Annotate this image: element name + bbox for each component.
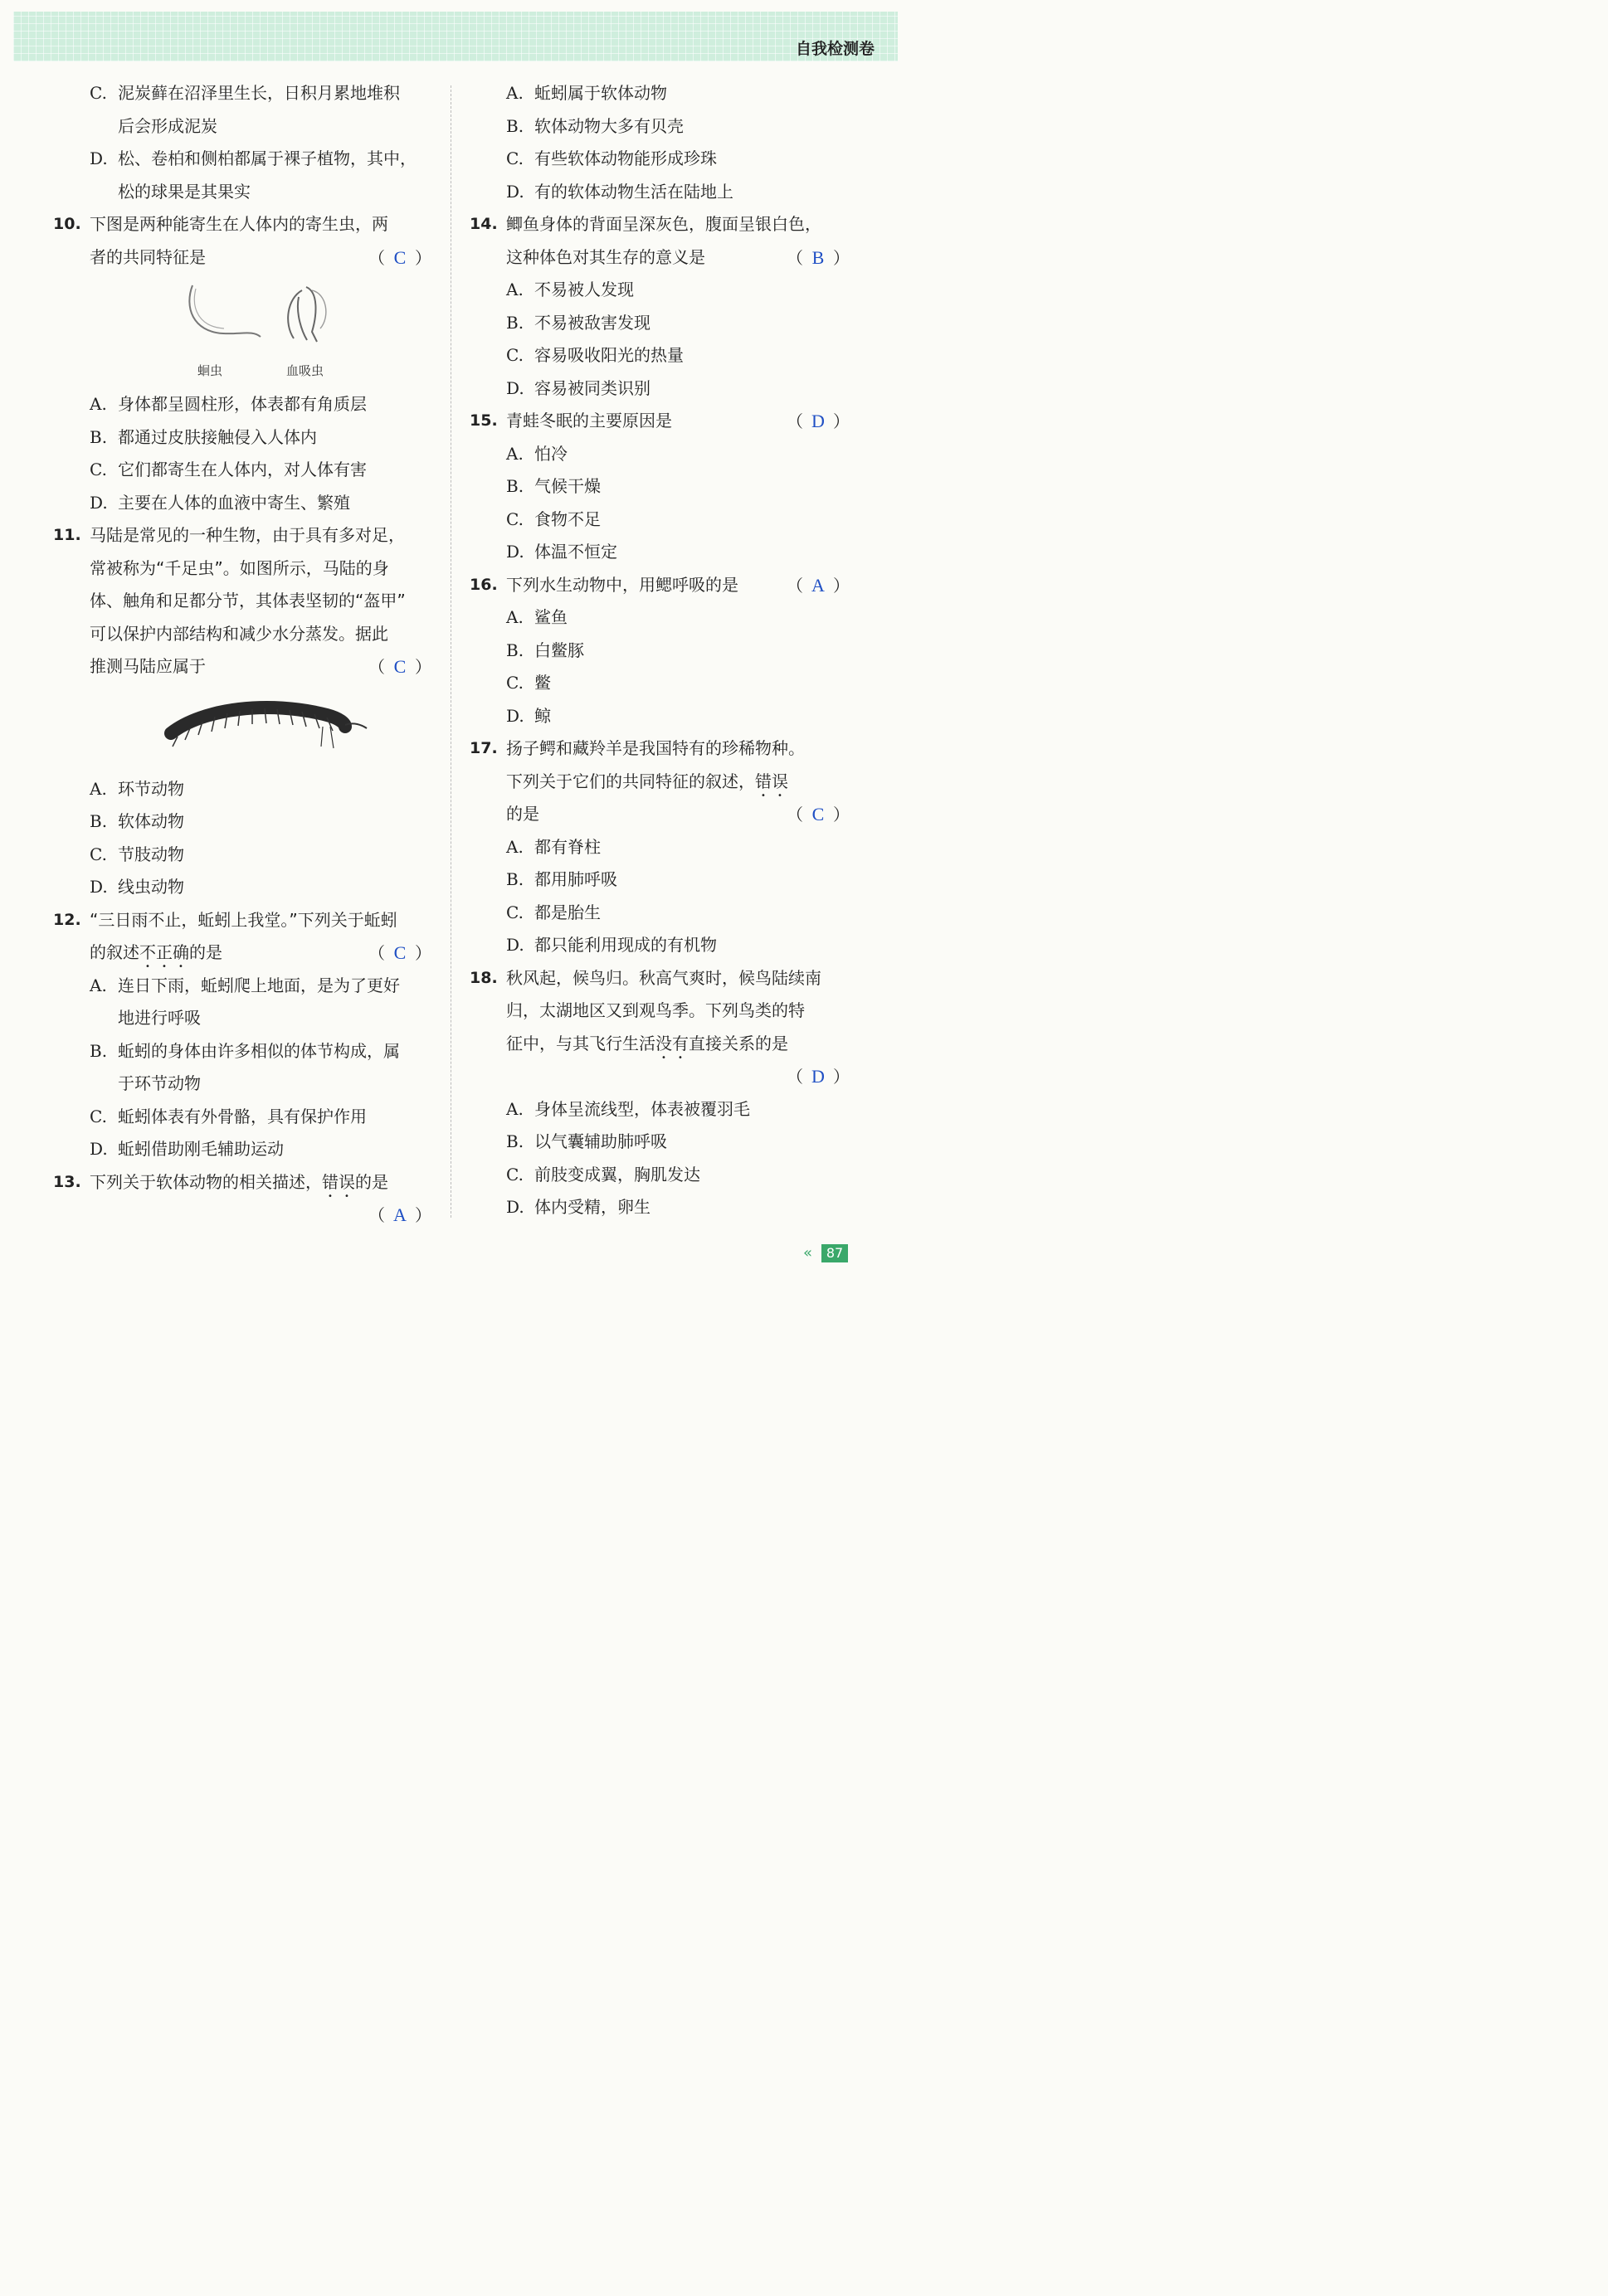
q13-option-c: C. 有些软体动物能形成珍珠 — [506, 148, 717, 168]
q12-stem: 12. “三日雨不止，蚯蚓上我堂。”下列关于蚯蚓 — [53, 909, 397, 930]
q12-stem-cont: 的叙述不正确的是 （ C ） — [53, 936, 435, 970]
q18-stem-cont-2: 征中，与其飞行生活没有直接关系的是 — [506, 1033, 788, 1053]
q15-option-b: B. 气候干燥 — [506, 476, 601, 496]
q17-stem-cont-1: 下列关于它们的共同特征的叙述，错误 — [506, 771, 788, 791]
q12-option-b-cont: 于环节动物 — [118, 1073, 201, 1093]
q18-option-c: C. 前肢变成翼，胸肌发达 — [506, 1164, 700, 1184]
q11-option-b: B. 软体动物 — [90, 811, 184, 831]
page-arrow-icon: « — [803, 1244, 813, 1262]
q11-option-a: A. 环节动物 — [90, 778, 184, 799]
q10-option-a: A. 身体都呈圆柱形，体表都有角质层 — [90, 394, 367, 414]
q12-option-d: D. 蚯蚓借助刚毛辅助运动 — [90, 1139, 284, 1159]
q12-option-a: A. 连日下雨，蚯蚓爬上地面，是为了更好 — [90, 975, 400, 995]
q11-stem-cont-2: 体、触角和足都分节，其体表坚韧的“盔甲” — [90, 591, 406, 610]
q18-stem: 18. 秋风起，候鸟归。秋高气爽时，候鸟陆续南 — [470, 967, 821, 988]
q10-stem: 10. 下图是两种能寄生在人体内的寄生虫，两 — [53, 214, 388, 234]
q18-option-a: A. 身体呈流线型，体表被覆羽毛 — [506, 1098, 750, 1119]
q16-option-a: A. 鲨鱼 — [506, 607, 568, 627]
q16-answer: （ A ） — [787, 574, 850, 596]
q17-answer: （ C ） — [787, 804, 850, 825]
parasite-illustration — [53, 274, 435, 388]
q10-stem-cont: 者的共同特征是 （ C ） — [53, 241, 435, 275]
q10-answer: （ C ） — [368, 246, 431, 268]
q12-answer: （ C ） — [368, 942, 431, 963]
q18-answer-line — [470, 1060, 853, 1093]
q14-option-c: C. 容易吸收阳光的热量 — [506, 345, 684, 365]
q16-option-d: D. 鲸 — [506, 705, 551, 726]
q11-stem: 11. 马陆是常见的一种生物，由于具有多对足， — [53, 525, 405, 545]
q13-option-d: D. 有的软体动物生活在陆地上 — [506, 181, 733, 202]
q17-option-c: C. 都是胎生 — [506, 902, 601, 922]
q13-answer: （ A ） — [368, 1204, 431, 1225]
q18-option-b: B. 以气囊辅助肺呼吸 — [506, 1131, 667, 1151]
q16-stem: 16. 下列水生动物中，用鳃呼吸的是 （ A ） — [470, 569, 853, 602]
q14-option-a: A. 不易被人发现 — [506, 280, 634, 299]
q10-option-c: C. 它们都寄生在人体内，对人体有害 — [90, 460, 367, 479]
q9-option-d-cont: 松的球果是其果实 — [118, 181, 251, 202]
q17-option-a: A. 都有脊柱 — [506, 836, 601, 857]
q16-option-b: B. 白鳖豚 — [506, 640, 584, 660]
q10-option-d: D. 主要在人体的血液中寄生、繁殖 — [90, 492, 350, 513]
q18-stem-cont-1: 归，太湖地区又到观鸟季。下列鸟类的特 — [506, 1000, 805, 1020]
q12-option-c: C. 蚯蚓体表有外骨骼，具有保护作用 — [90, 1106, 367, 1126]
q18-option-d: D. 体内受精，卵生 — [506, 1197, 651, 1217]
page-title: 自我检测卷 — [795, 40, 875, 58]
q11-stem-cont-1: 常被称为“千足虫”。如图所示，马陆的身 — [90, 557, 389, 578]
q14-option-d: D. 容易被同类识别 — [506, 377, 651, 398]
q11-stem-cont-4: 推测马陆应属于 （ C ） — [53, 650, 435, 683]
q15-option-d: D. 体温不恒定 — [506, 542, 617, 562]
q16-option-c: C. 鳖 — [506, 673, 551, 693]
q11-option-c: C. 节肢动物 — [90, 844, 184, 864]
q9-option-c-cont: 后会形成泥炭 — [118, 115, 217, 136]
q17-stem-cont-2: 的是 （ C ） — [470, 798, 853, 831]
caption-ascaris: 蛔虫 — [197, 363, 223, 378]
q11-figure — [53, 683, 435, 773]
q10-option-b: B. 都通过皮肤接触侵入人体内 — [90, 426, 317, 447]
q14-stem: 14. 鲫鱼身体的背面呈深灰色，腹面呈银白色， — [470, 214, 821, 234]
q11-stem-cont-3: 可以保护内部结构和减少水分蒸发。据此 — [90, 623, 388, 644]
left-column — [53, 77, 435, 1232]
q12-option-a-cont: 地进行呼吸 — [118, 1008, 201, 1028]
q18-answer: （ D ） — [787, 1066, 850, 1087]
right-column — [470, 77, 853, 1224]
q10-figure — [53, 274, 435, 388]
q15-stem: 15. 青蛙冬眠的主要原因是 （ D ） — [470, 405, 853, 438]
q17-option-d: D. 都只能利用现成的有机物 — [506, 935, 717, 955]
q11-answer: （ C ） — [368, 656, 431, 677]
q14-stem-cont: 这种体色对其生存的意义是 （ B ） — [470, 241, 853, 275]
millipede-illustration — [53, 683, 435, 773]
q14-answer: （ B ） — [787, 246, 850, 268]
q12-option-b: B. 蚯蚓的身体由许多相似的体节构成，属 — [90, 1040, 400, 1061]
q15-option-a: A. 怕冷 — [506, 443, 568, 464]
q15-option-c: C. 食物不足 — [506, 508, 601, 529]
q13-stem: 13. 下列关于软体动物的相关描述，错误的是 — [53, 1171, 388, 1192]
q17-stem: 17. 扬子鳄和藏羚羊是我国特有的珍稀物种。 — [470, 738, 805, 758]
q9-option-d: D. 松、卷柏和侧柏都属于裸子植物，其中， — [90, 148, 417, 168]
q9-option-c: C. 泥炭藓在沼泽里生长，日积月累地堆积 — [90, 83, 400, 103]
q11-option-d: D. 线虫动物 — [90, 877, 184, 897]
header-band — [13, 12, 898, 61]
q14-option-b: B. 不易被敌害发现 — [506, 312, 651, 333]
page-number: 87 — [821, 1244, 848, 1262]
q13-option-b: B. 软体动物大多有贝壳 — [506, 115, 684, 136]
q13-answer-line — [53, 1199, 435, 1232]
caption-schistosome: 血吸虫 — [286, 363, 324, 378]
q15-answer: （ D ） — [787, 411, 850, 431]
q13-option-a: A. 蚯蚓属于软体动物 — [506, 83, 667, 103]
q17-option-b: B. 都用肺呼吸 — [506, 869, 617, 889]
